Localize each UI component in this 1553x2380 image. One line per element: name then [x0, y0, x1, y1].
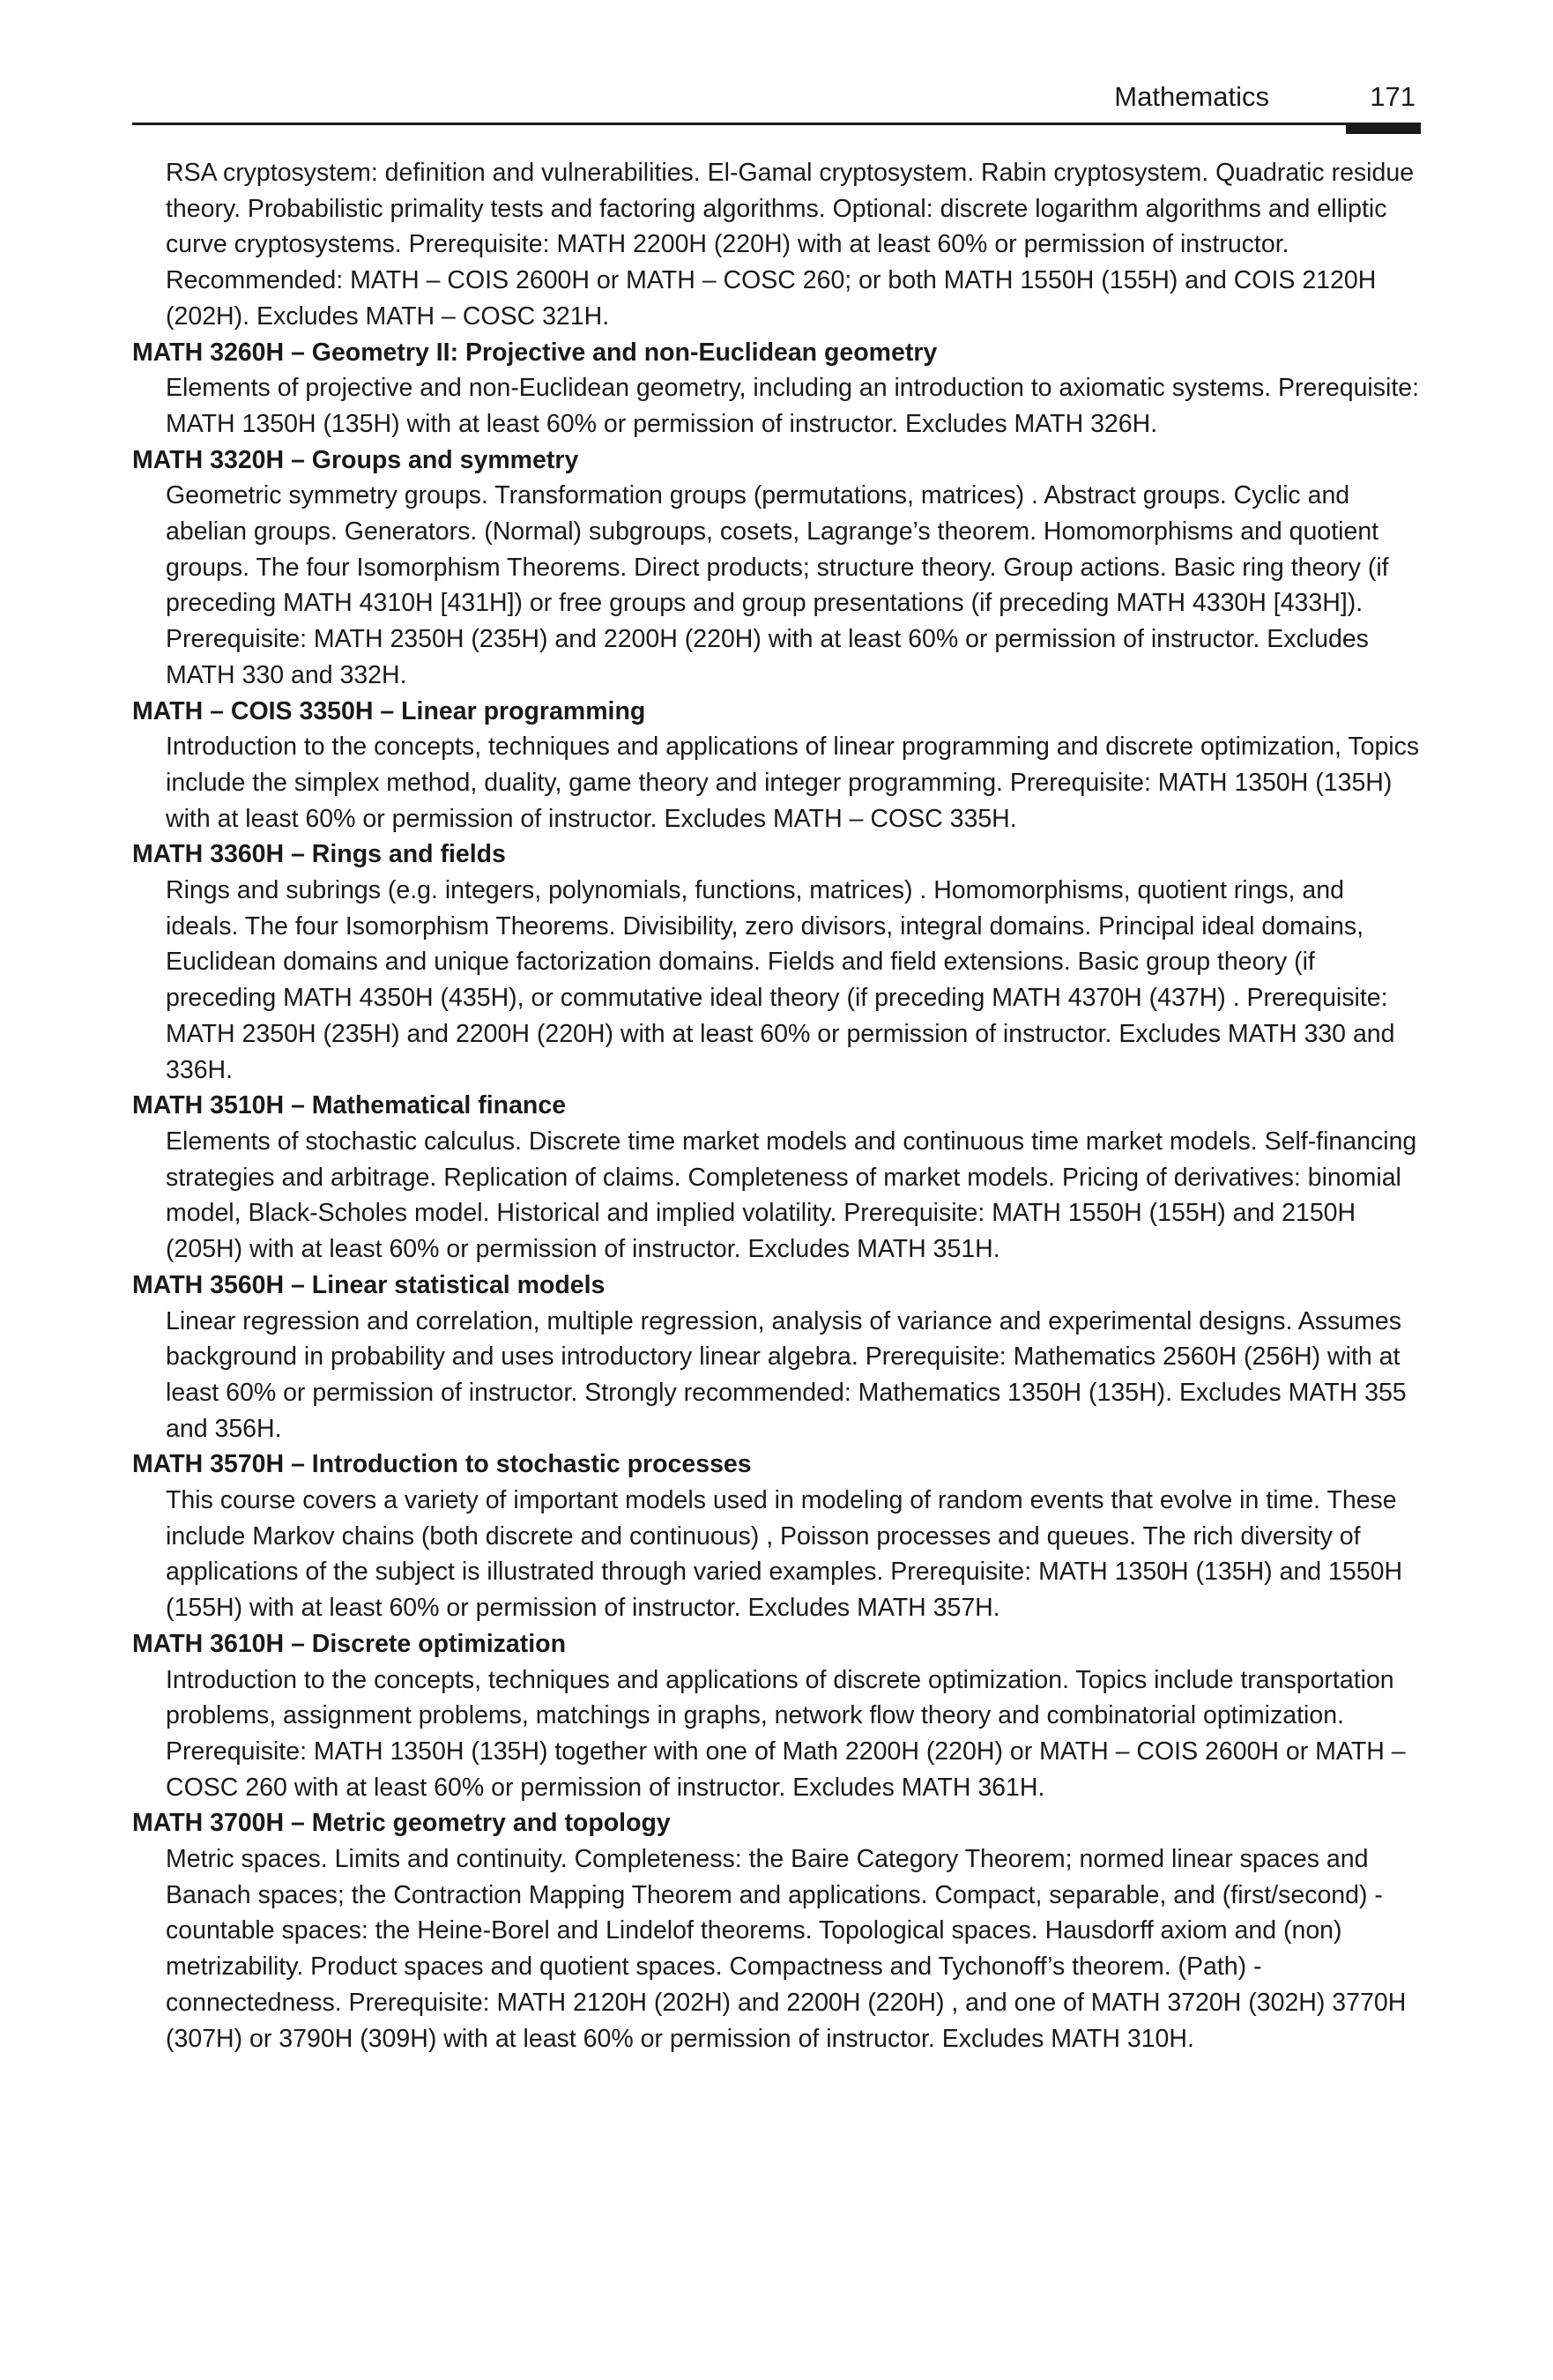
course-entry — [132, 1805, 1421, 2056]
course-listing — [132, 155, 1421, 2056]
course-entry — [132, 1088, 1421, 1268]
course-description: Introduction to the concepts, techniques and applications of discrete optimization. Topics include transportation problems, assignment problems, matchings in graphs, network flow theory and combinatorial optimization. Prerequisite: MATH 1350H (135H) together with one of Math 2200H (220H) or MATH – COIS 2600H or MATH – COSC 260 with at least 60% or permission of instructor. Excludes MATH 361H. — [166, 1665, 1406, 1802]
header-bar — [1346, 123, 1421, 134]
running-head: Mathematics — [1114, 81, 1269, 112]
course-title: MATH 3700H – Metric geometry and topology — [132, 1809, 671, 1838]
course-description: Elements of projective and non-Euclidean geometry, including an introduction to axiomatic systems. Prerequisite: MATH 1350H (135H) with at least 60% or permission of instructor. Excludes MATH 326H. — [166, 374, 1420, 438]
course-description: Linear regression and correlation, multiple regression, analysis of variance and experimental designs. Assumes background in probability and uses introductory linear algebra. Prerequisite: Mathematics 2560H (256H) with at least 60% or permission of instructor. Strongly recommended: Mathematics 1350H (135H). Excludes MATH 355 and 356H. — [166, 1306, 1407, 1443]
course-title: MATH 3320H – Groups and symmetry — [132, 445, 579, 474]
course-title: MATH 3360H – Rings and fields — [132, 840, 506, 869]
course-description: Rings and subrings (e.g. integers, polynomials, functions, matrices) . Homomorphisms, quotient rings, and ideals. The four Isomorphism Theorems. Divisibility, zero divisors, integral domains. Principal ideal domains, Euclidean domains and unique factorization domains. Fields and field extensions. Basic group theory (if preceding MATH 4350H (435H), or commutative ideal theory (if preceding MATH 4370H (437H) . Prerequisite: MATH 2350H (235H) and 2200H (220H) with at least 60% or permission of instructor. Excludes MATH 330 and 336H. — [166, 876, 1395, 1084]
continued-description: RSA cryptosystem: definition and vulnerabilities. El-Gamal cryptosystem. Rabin cryptosystem. Quadratic residue theory. Probabilistic primality tests and factoring algorithms. Optional: discrete logarithm algorithms and elliptic curve cryptosystems. Prerequisite: MATH 2200H (220H) with at least 60% or permission of instructor. Recommended: MATH – COIS 2600H or MATH – COSC 260; or both MATH 1550H (155H) and COIS 2120H (202H). Excludes MATH – COSC 321H. — [166, 159, 1415, 331]
course-title: MATH 3570H – Introduction to stochastic processes — [132, 1450, 752, 1479]
page-number: 171 — [1370, 81, 1416, 112]
course-title: MATH 3510H – Mathematical finance — [132, 1091, 567, 1120]
header-rule — [132, 123, 1421, 125]
page-header — [132, 78, 1421, 134]
course-description: This course covers a variety of important models used in modeling of random events that evolve in time. These include Markov chains (both discrete and continuous) , Poisson processes and queues. The rich diversity of applications of the subject is illustrated through varied examples. Prerequisite: MATH 1350H (135H) and 1550H (155H) with at least 60% or permission of instructor. Excludes MATH 357H. — [166, 1486, 1403, 1623]
course-entry — [132, 837, 1421, 1088]
course-entry — [132, 443, 1421, 694]
course-title: MATH 3560H – Linear statistical models — [132, 1270, 606, 1299]
course-entry — [132, 1268, 1421, 1447]
course-description: Metric spaces. Limits and continuity. Completeness: the Baire Category Theorem; normed linear spaces and Banach spaces; the Contraction Mapping Theorem and applications. Compact, separable, and (first/second) -countable spaces: the Heine-Borel and Lindelof theorems. Topological spaces. Hausdorff axiom and (non) metrizability. Product spaces and quotient spaces. Compactness and Tychonoff’s theorem. (Path) -connectedness. Prerequisite: MATH 2120H (202H) and 2200H (220H) , and one of MATH 3720H (302H) 3770H (307H) or 3790H (309H) with at least 60% or permission of instructor. Excludes MATH 310H. — [166, 1845, 1407, 2053]
course-entry — [132, 694, 1421, 837]
course-description: Elements of stochastic calculus. Discrete time market models and continuous time market models. Self-financing strategies and arbitrage. Replication of claims. Completeness of market models. Pricing of derivatives: binomial model, Black-Scholes model. Historical and implied volatility. Prerequisite: MATH 1550H (155H) and 2150H (205H) with at least 60% or permission of instructor. Excludes MATH 351H. — [166, 1127, 1417, 1264]
course-entry — [132, 1626, 1421, 1806]
course-title: MATH – COIS 3350H – Linear programming — [132, 696, 646, 725]
course-title: MATH 3610H – Discrete optimization — [132, 1629, 567, 1658]
course-entry — [132, 335, 1421, 443]
course-entry — [132, 1447, 1421, 1626]
course-title: MATH 3260H – Geometry II: Projective and non-Euclidean geometry — [132, 338, 938, 367]
course-description: Introduction to the concepts, techniques and applications of linear programming and discrete optimization, Topics include the simplex method, duality, game theory and integer programming. Prerequisite: MATH 1350H (135H) with at least 60% or permission of instructor. Excludes MATH – COSC 335H. — [166, 733, 1420, 833]
course-description: Geometric symmetry groups. Transformation groups (permutations, matrices) . Abstract groups. Cyclic and abelian groups. Generators. (Normal) subgroups, cosets, Lagrange’s theorem. Homomorphisms and quotient groups. The four Isomorphism Theorems. Direct products; structure theory. Group actions. Basic ring theory (if preceding MATH 4310H [431H]) or free groups and group presentations (if preceding MATH 4330H [433H]). Prerequisite: MATH 2350H (235H) and 2200H (220H) with at least 60% or permission of instructor. Excludes MATH 330 and 332H. — [166, 481, 1389, 689]
